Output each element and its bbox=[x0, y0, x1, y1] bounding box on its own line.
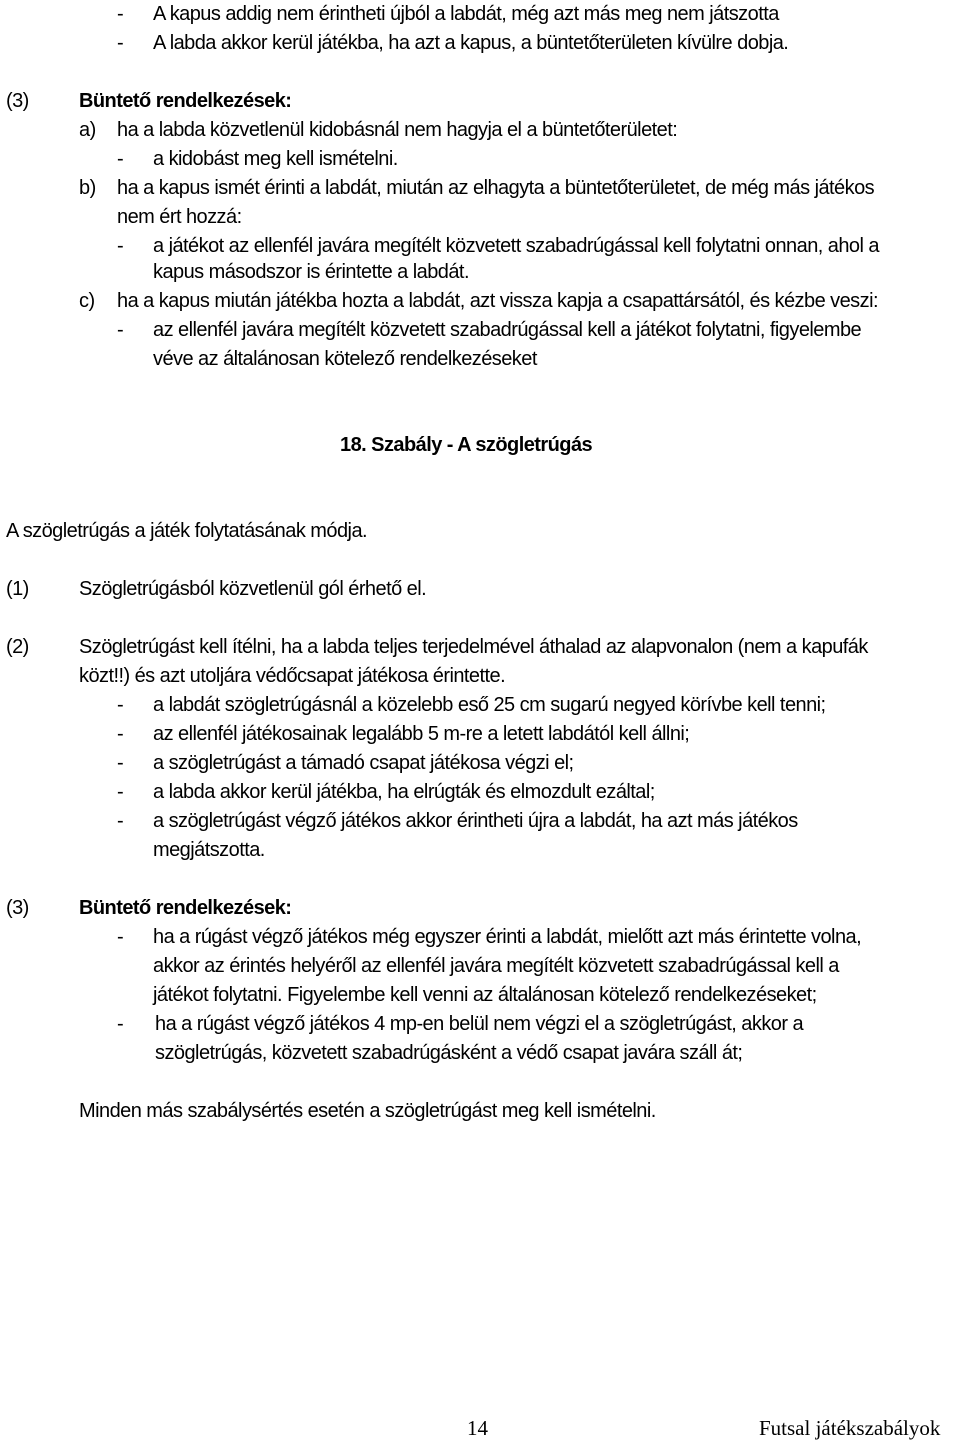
top-list-item-2: A labda akkor kerül játékba, ha azt a kapus, a büntetőterületen kívülre dobja. bbox=[153, 32, 789, 54]
list-item-continuation: megjátszotta. bbox=[153, 839, 265, 861]
penalty-item-1-line-1: ha a rúgást végző játékos még egyszer érinti a labdát, mielőtt azt más érintette volna, bbox=[153, 926, 862, 948]
section-number: (3) bbox=[6, 90, 29, 112]
clause-c-sub-1: az ellenfél javára megítélt közvetett szabadrúgással kell a játékot folytatni, figyelembe bbox=[153, 319, 862, 341]
clause-b-sub-2: kapus másodszor is érintette a labdát. bbox=[153, 261, 469, 283]
list-item: a labdát szögletrúgásnál a közelebb eső 25 cm sugarú negyed körívbe kell tenni; bbox=[153, 694, 826, 716]
paragraph-number: (3) bbox=[6, 897, 29, 919]
penalty-item-2-line-2: szögletrúgás, közvetett szabadrúgásként a védő csapat javára száll át; bbox=[155, 1042, 743, 1064]
clause-c-text: ha a kapus miután játékba hozta a labdát, azt vissza kapja a csapattársától, és kézbe veszi: bbox=[117, 290, 878, 312]
rule-title: 18. Szabály - A szögletrúgás bbox=[340, 434, 593, 456]
closing-sentence: Minden más szabálysértés esetén a szögletrúgást meg kell ismételni. bbox=[79, 1100, 656, 1122]
paragraph-2-text-1: Szögletrúgást kell ítélni, ha a labda teljes terjedelmével áthalad az alapvonalon (nem a kapufák bbox=[79, 636, 868, 658]
list-item: az ellenfél játékosainak legalább 5 m-re a letett labdától kell állni; bbox=[153, 723, 690, 745]
penalty-item-1-line-2: akkor az érintés helyéről az ellenfél javára megítélt közvetett szabadrúgással kell a bbox=[153, 955, 839, 977]
clause-b-text-1: ha a kapus ismét érinti a labdát, miután az elhagyta a büntetőterületet, de még más játékos bbox=[117, 177, 875, 199]
footer-title: Futsal játékszabályok bbox=[759, 1416, 941, 1440]
dash-marker: - bbox=[117, 926, 124, 948]
list-item: a labda akkor kerül játékba, ha elrúgták és elmozdult ezáltal; bbox=[153, 781, 655, 803]
paragraph-number: (2) bbox=[6, 636, 29, 658]
penalty-heading: Büntető rendelkezések: bbox=[79, 897, 292, 919]
clause-c-sub-2: véve az általánosan kötelező rendelkezéseket bbox=[153, 348, 537, 370]
clause-b-text-2: nem ért hozzá: bbox=[117, 206, 242, 228]
top-list-item-1: A kapus addig nem érintheti újból a labdát, még azt más meg nem játszotta bbox=[153, 3, 779, 25]
list-marker-b: b) bbox=[79, 177, 96, 199]
paragraph-number: (1) bbox=[6, 578, 29, 600]
list-marker-a: a) bbox=[79, 119, 96, 141]
dash-marker: - bbox=[117, 319, 124, 341]
penalty-item-1-line-3: játékot folytatni. Figyelembe kell venni az általánosan kötelező rendelkezéseket; bbox=[153, 984, 817, 1006]
list-item: a szögletrúgást a támadó csapat játékosa végzi el; bbox=[153, 752, 574, 774]
page-number: 14 bbox=[467, 1416, 488, 1440]
dash-marker: - bbox=[117, 148, 124, 170]
dash-marker: - bbox=[117, 752, 124, 774]
dash-marker: - bbox=[117, 235, 124, 257]
paragraph-1-text: Szögletrúgásból közvetlenül gól érhető el. bbox=[79, 578, 427, 600]
dash-marker: - bbox=[117, 781, 124, 803]
dash-marker: - bbox=[117, 694, 124, 716]
dash-marker: - bbox=[117, 723, 124, 745]
paragraph-2-text-2: közt!!) és azt utoljára védőcsapat játékosa érintette. bbox=[79, 665, 506, 687]
rule-intro: A szögletrúgás a játék folytatásának módja. bbox=[6, 520, 368, 542]
section-heading: Büntető rendelkezések: bbox=[79, 90, 292, 112]
dash-marker: - bbox=[117, 3, 124, 25]
clause-a-sub: a kidobást meg kell ismételni. bbox=[153, 148, 398, 170]
penalty-item-2-line-1: ha a rúgást végző játékos 4 mp-en belül nem végzi el a szögletrúgást, akkor a bbox=[155, 1013, 804, 1035]
dash-marker: - bbox=[117, 810, 124, 832]
dash-marker: - bbox=[117, 32, 124, 54]
dash-marker: - bbox=[117, 1013, 124, 1035]
clause-a-text: ha a labda közvetlenül kidobásnál nem hagyja el a büntetőterületet: bbox=[117, 119, 678, 141]
clause-b-sub-1: a játékot az ellenfél javára megítélt közvetett szabadrúgással kell folytatni onnan, ahol a bbox=[153, 235, 879, 257]
list-item: a szögletrúgást végző játékos akkor érintheti újra a labdát, ha azt más játékos bbox=[153, 810, 798, 832]
list-marker-c: c) bbox=[79, 290, 95, 312]
